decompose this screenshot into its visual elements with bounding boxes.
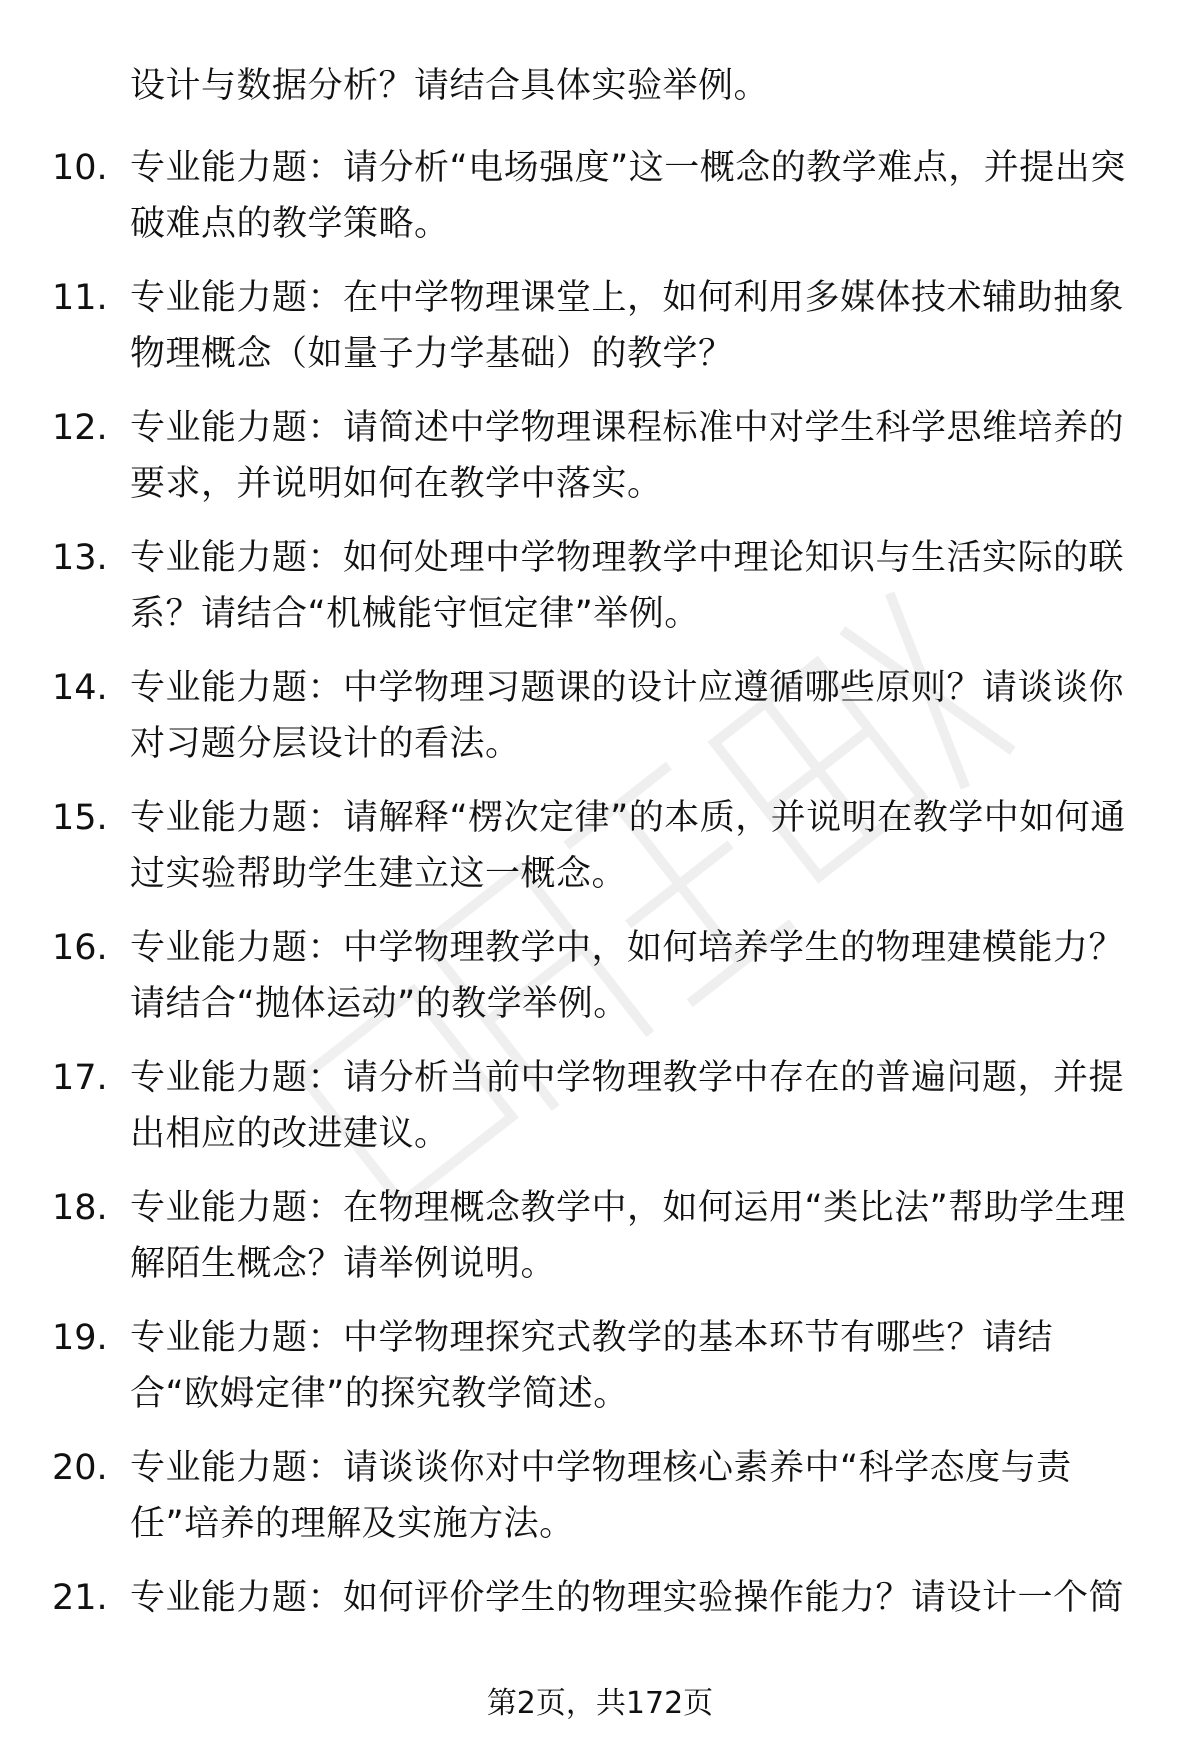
list-item	[0, 1440, 1200, 1570]
question-number: 17.	[52, 1058, 108, 1098]
list-item	[0, 660, 1200, 790]
question-number: 11.	[52, 278, 108, 318]
question-text: 专业能力题：请解释“楞次定律”的本质，并说明在教学中如何通过实验帮助学生建立这一概念。	[130, 798, 1126, 894]
question-number: 19.	[52, 1318, 108, 1358]
question-number: 21.	[52, 1578, 108, 1618]
list-item	[0, 1180, 1200, 1310]
question-text: 专业能力题：请分析“电场强度”这一概念的教学难点，并提出突破难点的教学策略。	[130, 148, 1126, 244]
list-item	[0, 790, 1200, 920]
question-number: 10.	[52, 148, 108, 188]
question-text: 专业能力题：在中学物理课堂上，如何利用多媒体技术辅助抽象物理概念（如量子力学基础）的教学？	[130, 278, 1125, 374]
list-item	[0, 530, 1200, 660]
question-text: 专业能力题：请谈谈你对中学物理核心素养中“科学态度与责任”培养的理解及实施方法。	[130, 1448, 1072, 1544]
list-item	[0, 1310, 1200, 1440]
list-item	[0, 1570, 1200, 1700]
continuation-text: 设计与数据分析？请结合具体实验举例。	[130, 66, 770, 106]
list-item	[0, 920, 1200, 1050]
question-number: 15.	[52, 798, 108, 838]
list-item	[0, 1050, 1200, 1180]
question-text: 专业能力题：请简述中学物理课程标准中对学生科学思维培养的要求，并说明如何在教学中落实。	[130, 408, 1125, 504]
question-number: 13.	[52, 538, 108, 578]
question-text: 专业能力题：中学物理探究式教学的基本环节有哪些？请结合“欧姆定律”的探究教学简述。	[130, 1318, 1054, 1414]
question-text: 专业能力题：如何处理中学物理教学中理论知识与生活实际的联系？请结合“机械能守恒定律”举例。	[130, 538, 1125, 634]
question-list	[0, 140, 1200, 1700]
question-text: 专业能力题：中学物理教学中，如何培养学生的物理建模能力？请结合“抛体运动”的教学举例。	[130, 928, 1125, 1024]
question-text: 专业能力题：请分析当前中学物理教学中存在的普遍问题，并提出相应的改进建议。	[130, 1058, 1125, 1154]
list-item	[0, 400, 1200, 530]
question-text: 专业能力题：中学物理习题课的设计应遵循哪些原则？请谈谈你对习题分层设计的看法。	[130, 668, 1125, 764]
list-item	[0, 140, 1200, 270]
question-number: 20.	[52, 1448, 108, 1488]
list-item	[0, 270, 1200, 400]
question-number: 14.	[52, 668, 108, 708]
question-number: 12.	[52, 408, 108, 448]
question-text: 专业能力题：如何评价学生的物理实验操作能力？请设计一个简	[130, 1578, 1125, 1618]
page-footer: 第2页，共172页	[486, 1686, 714, 1721]
question-number: 18.	[52, 1188, 108, 1228]
question-number: 16.	[52, 928, 108, 968]
question-text: 专业能力题：在物理概念教学中，如何运用“类比法”帮助学生理解陌生概念？请举例说明。	[130, 1188, 1126, 1284]
